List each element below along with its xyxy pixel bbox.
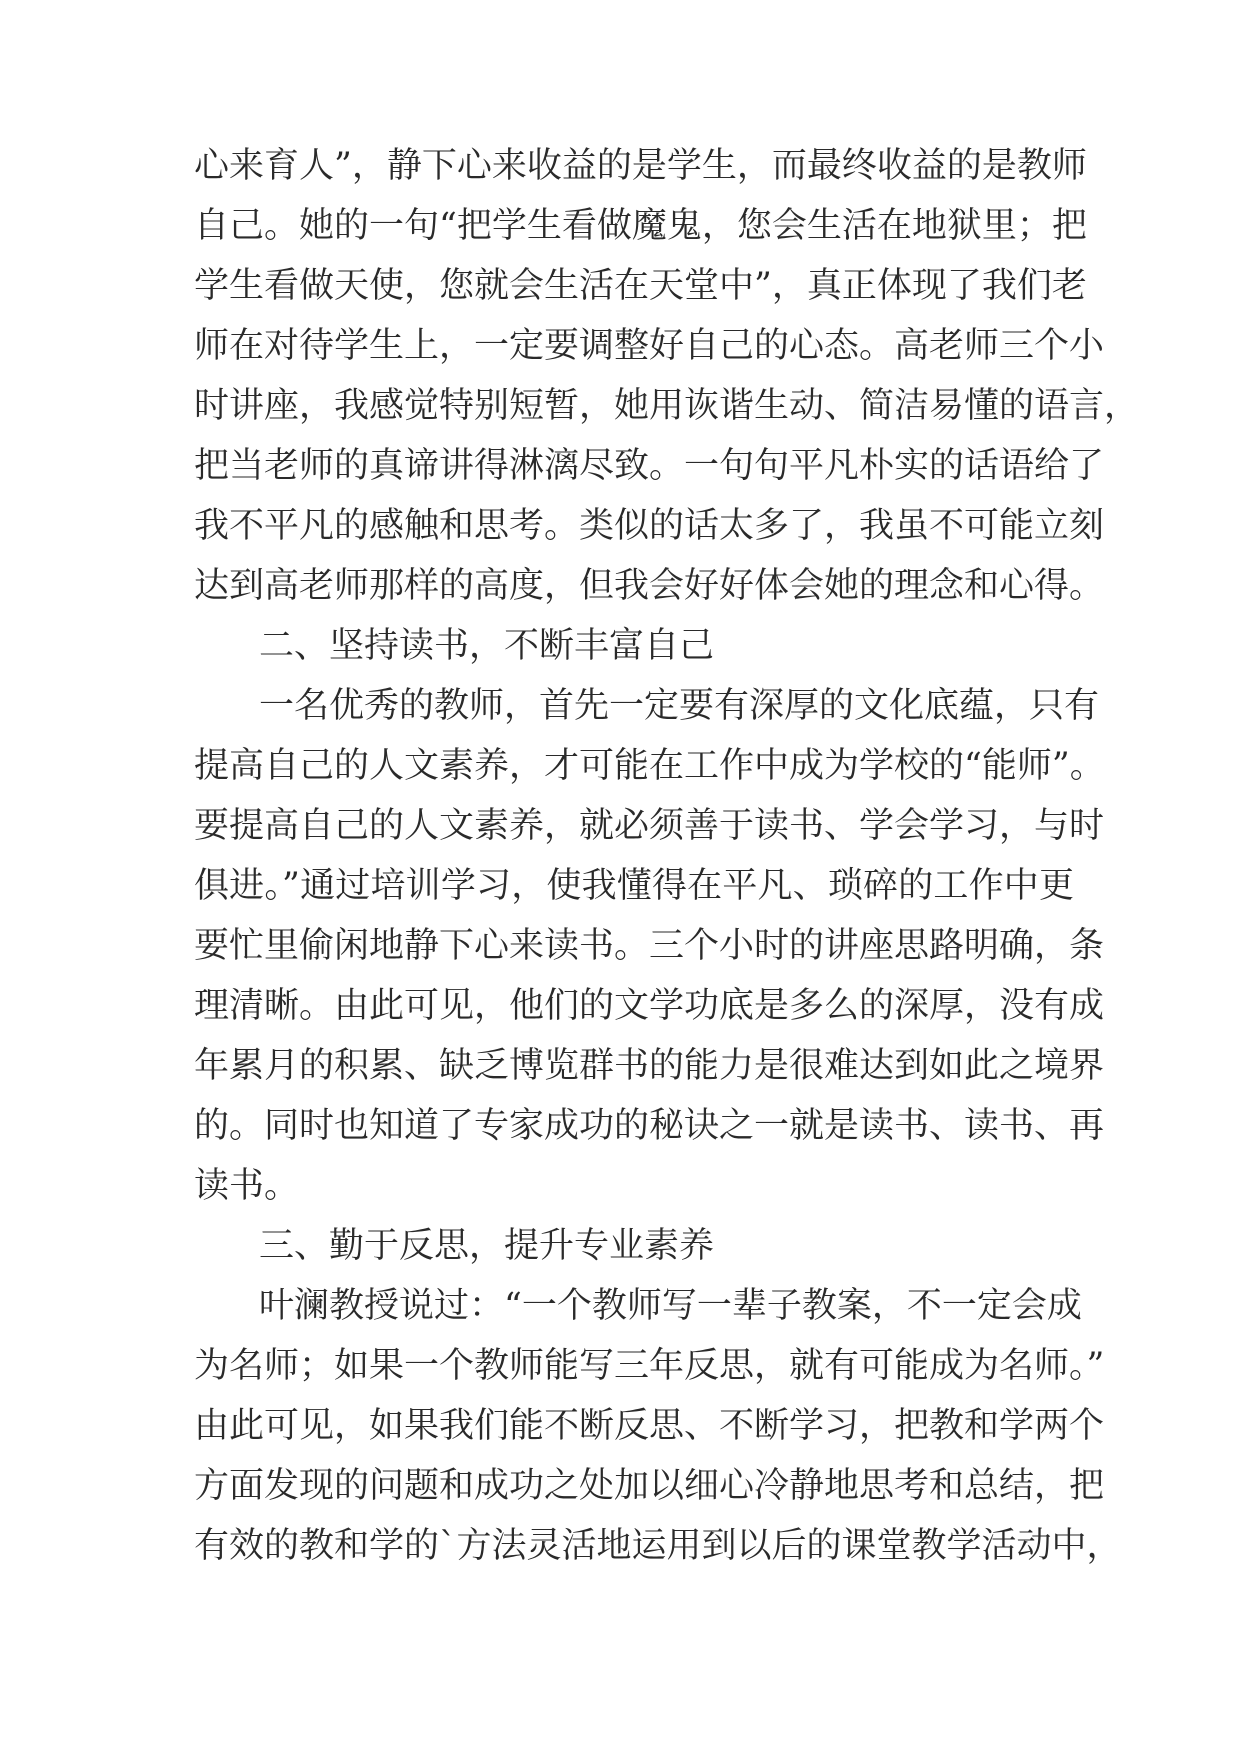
- body-text-line: 达到高老师那样的高度，但我会好好体会她的理念和心得。: [194, 566, 1105, 606]
- body-text-line: 时讲座，我感觉特别短暂，她用诙谐生动、简洁易懂的语言，: [194, 386, 1140, 426]
- body-text-line: 自己。她的一句“把学生看做魔鬼，您会生活在地狱里；把: [194, 206, 1087, 246]
- body-text-line: 理清晰。由此可见，他们的文学功底是多么的深厚，没有成: [194, 986, 1105, 1026]
- body-text-line: 提高自己的人文素养，才可能在工作中成为学校的“能师”。: [194, 746, 1105, 786]
- body-text-line: 把当老师的真谛讲得淋漓尽致。一句句平凡朴实的话语给了: [194, 446, 1105, 486]
- body-text-line: 心来育人”，静下心来收益的是学生，而最终收益的是教师: [194, 146, 1087, 186]
- body-text-line: 学生看做天使，您就会生活在天堂中”，真正体现了我们老: [194, 266, 1087, 306]
- section-heading: 二、坚持读书，不断丰富自己: [259, 626, 715, 666]
- body-text-line: 俱进。”通过培训学习，使我懂得在平凡、琐碎的工作中更: [194, 866, 1074, 906]
- section-heading: 三、勤于反思，提升专业素养: [259, 1226, 715, 1266]
- body-text-line: 有效的教和学的`方法灵活地运用到以后的课堂教学活动中，: [194, 1526, 1122, 1566]
- body-text-line: 叶澜教授说过：“一个教师写一辈子教案，不一定会成: [259, 1286, 1082, 1326]
- body-text-line: 我不平凡的感触和思考。类似的话太多了，我虽不可能立刻: [194, 506, 1105, 546]
- body-text-line: 要忙里偷闲地静下心来读书。三个小时的讲座思路明确，条: [194, 926, 1105, 966]
- body-text-line: 一名优秀的教师，首先一定要有深厚的文化底蕴，只有: [259, 686, 1100, 726]
- body-text-line: 读书。: [194, 1166, 300, 1206]
- body-text-line: 的。同时也知道了专家成功的秘诀之一就是读书、读书、再: [194, 1106, 1105, 1146]
- body-text-line: 方面发现的问题和成功之处加以细心冷静地思考和总结，把: [194, 1466, 1105, 1506]
- body-text-line: 为名师；如果一个教师能写三年反思，就有可能成为名师。”: [194, 1346, 1105, 1386]
- body-text-line: 年累月的积累、缺乏博览群书的能力是很难达到如此之境界: [194, 1046, 1105, 1086]
- body-text-line: 师在对待学生上，一定要调整好自己的心态。高老师三个小: [194, 326, 1105, 366]
- body-text-line: 由此可见，如果我们能不断反思、不断学习，把教和学两个: [194, 1406, 1105, 1446]
- body-text-line: 要提高自己的人文素养，就必须善于读书、学会学习，与时: [194, 806, 1105, 846]
